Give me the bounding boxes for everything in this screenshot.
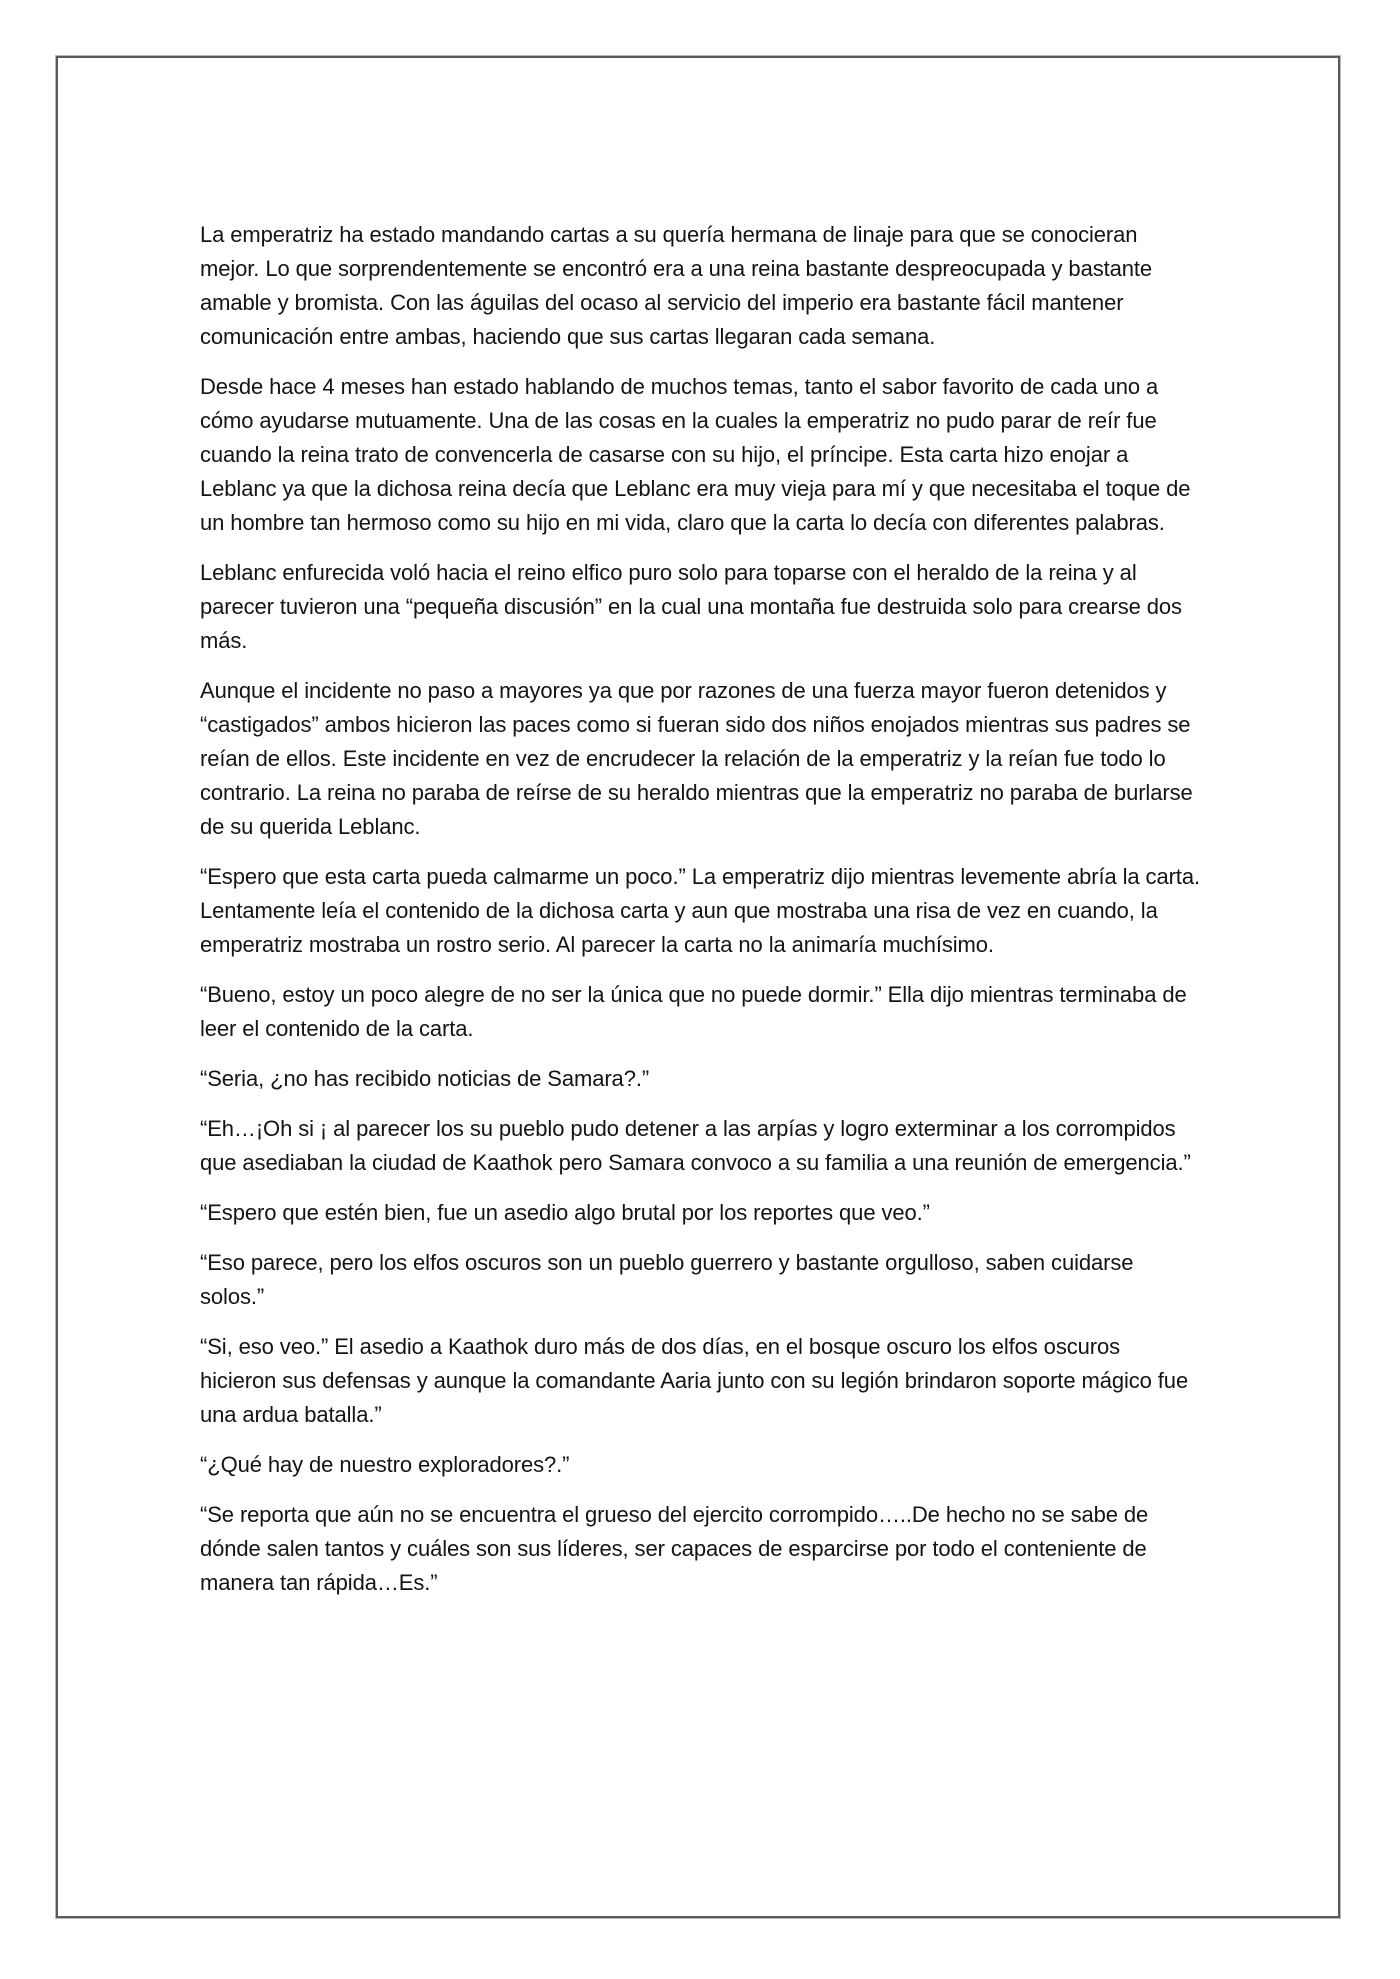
paragraph: “Eso parece, pero los elfos oscuros son un pueblo guerrero y bastante orgulloso, saben cuidarse solos.” <box>200 1250 1134 1309</box>
paragraph: “Bueno, estoy un poco alegre de no ser la única que no puede dormir.” Ella dijo mientras terminaba de leer el contenido de la carta. <box>200 982 1187 1041</box>
paragraph: Desde hace 4 meses han estado hablando de muchos temas, tanto el sabor favorito de cada uno a cómo ayudarse mutuamente. Una de las cosas en la cuales la emperatriz no pudo parar de reír fue cuando la reina trato de convencerla de casarse con su hijo, el príncipe. Esta carta hizo enojar a Leblanc ya que la dichosa reina decía que Leblanc era muy vieja para mí y que necesitaba el toque de un hombre tan hermoso como su hijo en mi vida, claro que la carta lo decía con diferentes palabras. <box>200 374 1191 535</box>
paragraph: “Seria, ¿no has recibido noticias de Samara?.” <box>200 1066 650 1091</box>
paragraph: “¿Qué hay de nuestro exploradores?.” <box>200 1452 570 1477</box>
paragraph: “Se reporta que aún no se encuentra el grueso del ejercito corrompido…..De hecho no se sabe de dónde salen tantos y cuáles son sus líderes, ser capaces de esparcirse por todo el conteniente de manera tan rápida…Es.” <box>200 1502 1149 1595</box>
paragraph: Aunque el incidente no paso a mayores ya que por razones de una fuerza mayor fueron detenidos y “castigados” ambos hicieron las paces como si fueran sido dos niños enojados mientras sus padres se reían de ellos. Este incidente en vez de encrudecer la relación de la emperatriz y la reían fue todo lo contrario. La reina no paraba de reírse de su heraldo mientras que la emperatriz no paraba de burlarse de su querida Leblanc. <box>200 678 1193 839</box>
paragraph: “Si, eso veo.” El asedio a Kaathok duro más de dos días, en el bosque oscuro los elfos oscuros hicieron sus defensas y aunque la comandante Aaria junto con su legión brindaron soporte mágico fue una ardua batalla.” <box>200 1334 1189 1427</box>
document-body <box>200 218 1200 1616</box>
paragraph: “Eh…¡Oh si ¡ al parecer los su pueblo pudo detener a las arpías y logro exterminar a los corrompidos que asediaban la ciudad de Kaathok pero Samara convoco a su familia a una reunión de emergencia.” <box>200 1116 1191 1175</box>
paragraph: Leblanc enfurecida voló hacia el reino elfico puro solo para toparse con el heraldo de la reina y al parecer tuvieron una “pequeña discusión” en la cual una montaña fue destruida solo para crearse dos más. <box>200 560 1182 653</box>
paragraph: “Espero que estén bien, fue un asedio algo brutal por los reportes que veo.” <box>200 1200 930 1225</box>
paragraph: La emperatriz ha estado mandando cartas a su quería hermana de linaje para que se conocieran mejor. Lo que sorprendentemente se encontró era a una reina bastante despreocupada y bastante amable y bromista. Con las águilas del ocaso al servicio del imperio era bastante fácil mantener comunicación entre ambas, haciendo que sus cartas llegaran cada semana. <box>200 222 1153 349</box>
paragraph: “Espero que esta carta pueda calmarme un poco.” La emperatriz dijo mientras levemente abría la carta. Lentamente leía el contenido de la dichosa carta y aun que mostraba una risa de vez en cuando, la emperatriz mostraba un rostro serio. Al parecer la carta no la animaría muchísimo. <box>200 864 1200 957</box>
